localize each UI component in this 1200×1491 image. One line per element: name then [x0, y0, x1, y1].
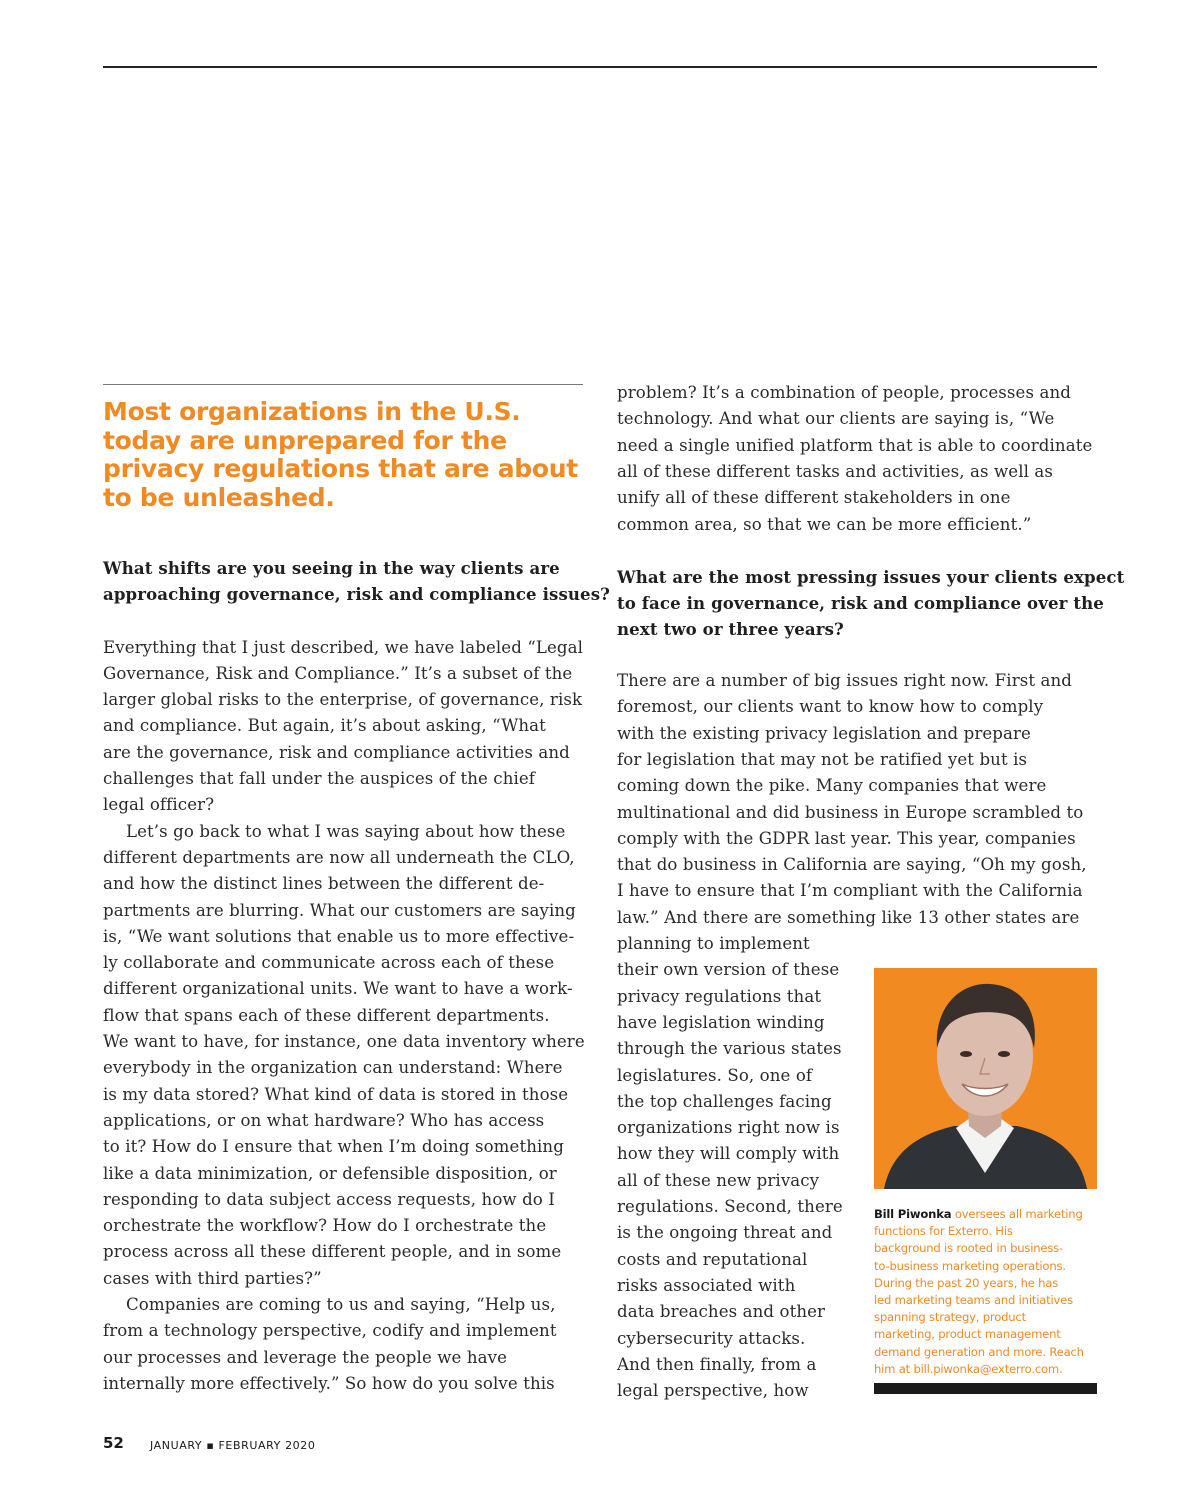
- body-line: law.” And there are something like 13 other states are: [617, 907, 1080, 927]
- body-line: foremost, our clients want to know how to comply: [617, 697, 1044, 717]
- body-line: with the existing privacy legislation and prepare: [617, 723, 1031, 743]
- question-line: to face in governance, risk and compliance over the: [617, 592, 1104, 613]
- body-line: is my data stored? What kind of data is stored in those: [103, 1084, 569, 1104]
- body-line: Let’s go back to what I was saying about how these: [126, 821, 566, 841]
- bio-line: demand generation and more. Reach: [874, 1344, 1084, 1359]
- bio-line: functions for Exterro. His: [874, 1224, 1013, 1239]
- body-line: orchestrate the workflow? How do I orchestrate the: [103, 1216, 547, 1236]
- body-line: technology. And what our clients are saying is, “We: [617, 409, 1055, 429]
- body-line: organizations right now is: [617, 1118, 840, 1138]
- portrait-image: [874, 968, 1097, 1189]
- body-line: internally more effectively.” So how do you solve this: [103, 1373, 555, 1393]
- body-line: our processes and leverage the people we have: [103, 1347, 508, 1367]
- body-line: Governance, Risk and Compliance.” It’s a subset of the: [103, 663, 573, 683]
- body-line: And then finally, from a: [617, 1354, 817, 1374]
- body-line: planning to implement: [617, 934, 810, 953]
- body-line: their own version of these: [617, 960, 840, 980]
- body-line: different departments are now all underneath the CLO,: [103, 847, 575, 867]
- body-line: legal officer?: [103, 795, 215, 815]
- body-line: I have to ensure that I’m compliant with the California: [617, 881, 1083, 901]
- bio-line: spanning strategy, product: [874, 1310, 1026, 1325]
- body-line: comply with the GDPR last year. This year, companies: [617, 828, 1076, 848]
- body-line: that do business in California are saying, “Oh my gosh,: [617, 855, 1087, 875]
- body-line: Everything that I just described, we have labeled “Legal: [103, 637, 584, 657]
- body-line: flow that spans each of these different departments.: [103, 1005, 550, 1025]
- bio-line: During the past 20 years, he has: [874, 1275, 1059, 1290]
- page-number: 52: [103, 1434, 124, 1452]
- bio-bottom-bar: [874, 1383, 1097, 1394]
- body-line: have legislation winding: [617, 1012, 825, 1032]
- bio-line: marketing, product management: [874, 1327, 1061, 1342]
- author-name: Bill Piwonka: [874, 1207, 952, 1221]
- bio-first-line: [874, 1206, 1100, 1223]
- question-line: next two or three years?: [617, 619, 844, 640]
- body-line: and how the distinct lines between the different de-: [103, 874, 545, 894]
- body-line: multinational and did business in Europe scrambled to: [617, 802, 1084, 822]
- body-line: data breaches and other: [617, 1302, 826, 1322]
- body-line: how they will comply with: [617, 1144, 840, 1164]
- body-line: ly collaborate and communicate across each of these: [103, 953, 555, 973]
- body-line: cybersecurity attacks.: [617, 1328, 806, 1348]
- body-line: responding to data subject access requests, how do I: [103, 1189, 555, 1209]
- bio-line: background is rooted in business-: [874, 1241, 1063, 1256]
- body-line: legislatures. So, one of: [617, 1065, 813, 1085]
- bio-line: oversees all marketing: [951, 1207, 1083, 1221]
- body-line: is the ongoing threat and: [617, 1223, 833, 1243]
- body-line: everybody in the organization can understand: Where: [103, 1058, 563, 1078]
- bio-line: him at bill.piwonka@exterro.com.: [874, 1361, 1063, 1376]
- body-line: all of these different tasks and activities, as well as: [617, 461, 1053, 481]
- body-line: regulations. Second, there: [617, 1197, 843, 1216]
- author-bio: [874, 1206, 1100, 1378]
- body-line: through the various states: [617, 1039, 842, 1059]
- body-line: like a data minimization, or defensible disposition, or: [103, 1163, 557, 1183]
- body-line: process across all these different people, and in some: [103, 1242, 562, 1262]
- body-line: problem? It’s a combination of people, processes and: [617, 383, 1071, 402]
- body-line: risks associated with: [617, 1275, 796, 1295]
- body-line: larger global risks to the enterprise, of governance, risk: [103, 690, 583, 710]
- body-line: privacy regulations that: [617, 986, 822, 1006]
- pull-quote: Most organizations in the U.S. today are unprepared for the privacy regulations that are about to be unleashed.: [103, 397, 578, 512]
- body-line: Companies are coming to us and saying, “Help us,: [126, 1295, 556, 1314]
- body-line: different organizational units. We want to have a work-: [103, 979, 573, 999]
- body-line: to it? How do I ensure that when I’m doing something: [103, 1137, 564, 1157]
- body-line: unify all of these different stakeholders in one: [617, 488, 1011, 508]
- body-line: and compliance. But again, it’s about asking, “What: [103, 716, 546, 736]
- body-line: from a technology perspective, codify and implement: [103, 1321, 557, 1341]
- body-line: applications, or on what hardware? Who has access: [103, 1110, 545, 1130]
- body-line: There are a number of big issues right now. First and: [617, 671, 1072, 690]
- body-line: need a single unified platform that is able to coordinate: [617, 435, 1093, 455]
- body-line: costs and reputational: [617, 1249, 808, 1269]
- bio-line: led marketing teams and initiatives: [874, 1293, 1073, 1308]
- bio-line: to-business marketing operations.: [874, 1258, 1066, 1273]
- body-line: partments are blurring. What our customers are saying: [103, 900, 576, 920]
- body-line: for legislation that may not be ratified yet but is: [617, 749, 1028, 769]
- body-line: all of these new privacy: [617, 1170, 820, 1190]
- body-line: We want to have, for instance, one data inventory where: [103, 1032, 585, 1051]
- body-line: coming down the pike. Many companies that were: [617, 776, 1047, 796]
- body-line: common area, so that we can be more efficient.”: [617, 514, 1032, 534]
- body-line: cases with third parties?”: [103, 1268, 322, 1288]
- body-line: is, “We want solutions that enable us to more effective-: [103, 926, 575, 946]
- body-line: the top challenges facing: [617, 1091, 832, 1111]
- body-line: legal perspective, how: [617, 1381, 809, 1401]
- question-line: What are the most pressing issues your clients expect: [617, 566, 1125, 587]
- body-line: are the governance, risk and compliance activities and: [103, 742, 570, 762]
- body-line: challenges that fall under the auspices of the chief: [103, 769, 536, 788]
- top-rule: [103, 66, 1097, 68]
- author-photo: [874, 968, 1097, 1189]
- pull-quote-rule: [103, 384, 583, 385]
- issue-date: JANUARY ▪ FEBRUARY 2020: [150, 1439, 316, 1452]
- question-line: approaching governance, risk and compliance issues?: [103, 584, 610, 605]
- question-line: What shifts are you seeing in the way clients are: [103, 558, 560, 578]
